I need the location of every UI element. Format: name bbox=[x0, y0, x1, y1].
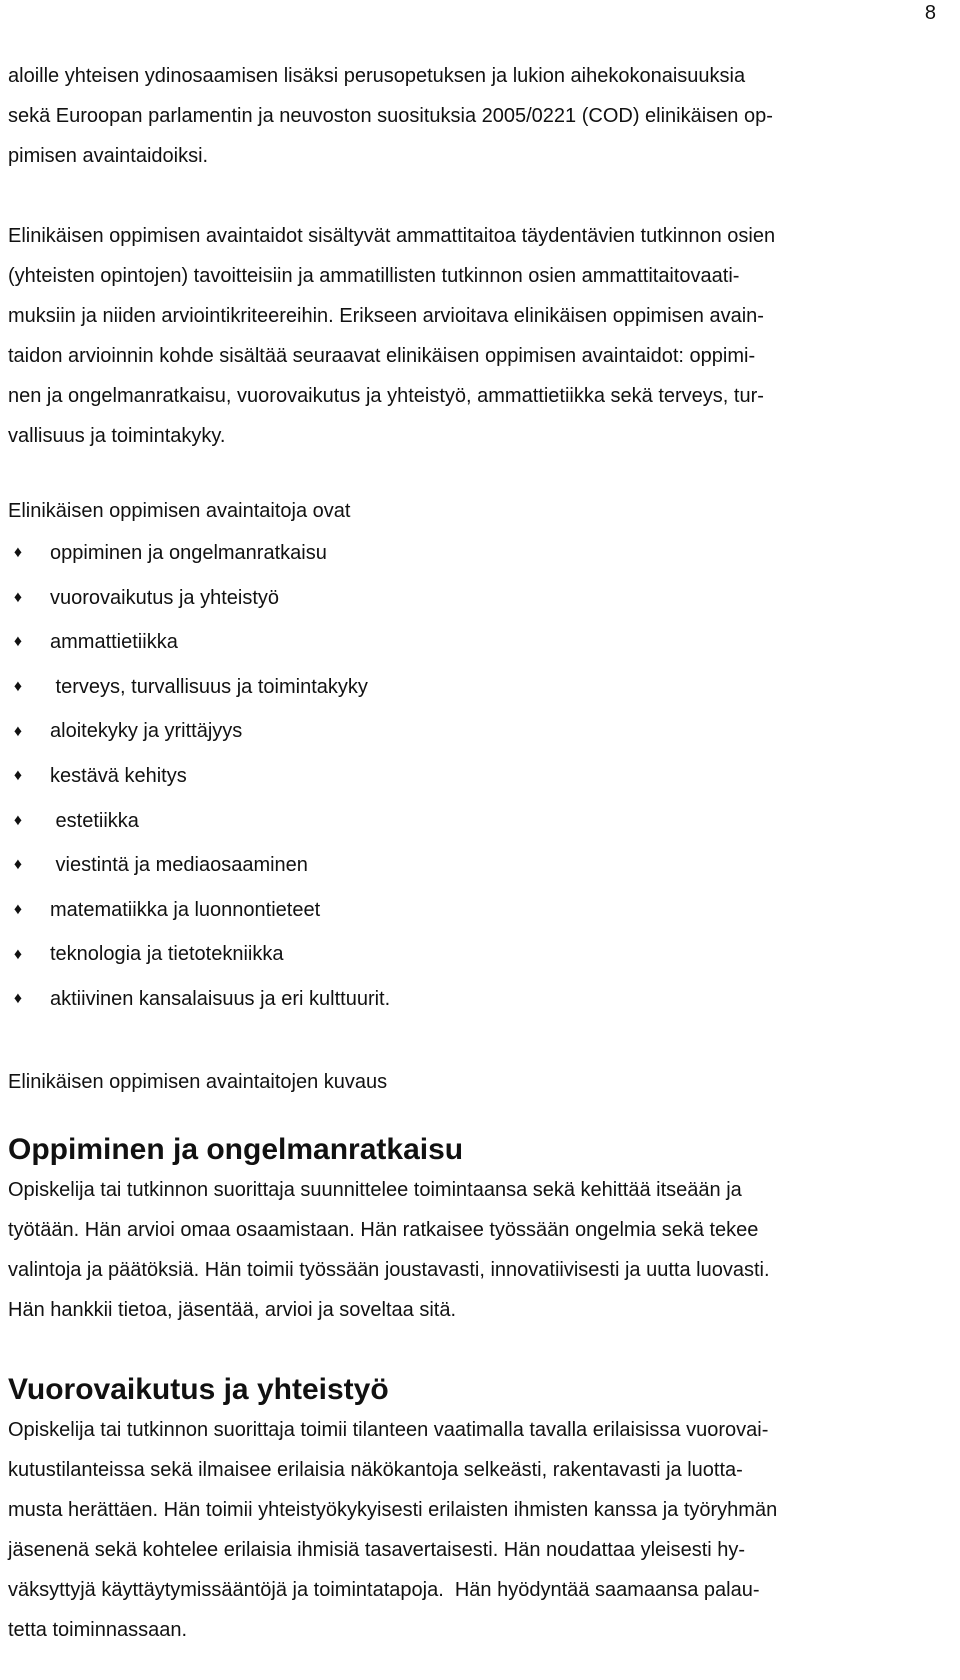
list-item-label: kestävä kehitys bbox=[50, 764, 187, 787]
list-item bbox=[8, 531, 938, 576]
text-line: taidon arvioinnin kohde sisältää seuraavat elinikäisen oppimisen avaintaidot: oppimi- bbox=[8, 345, 756, 367]
page-number: 8 bbox=[924, 2, 936, 24]
list-item-label: viestintä ja mediaosaaminen bbox=[50, 854, 308, 877]
text-line: työtään. Hän arvioi omaa osaamistaan. Hän ratkaisee työssään ongelmia sekä tekee bbox=[8, 1218, 759, 1241]
section-heading: Oppiminen ja ongelmanratkaisu bbox=[8, 1132, 464, 1166]
list-item bbox=[8, 754, 938, 799]
document-body bbox=[8, 56, 938, 1650]
text-line: Hän hankkii tietoa, jäsentää, arvioi ja soveltaa sitä. bbox=[8, 1298, 457, 1321]
list-item bbox=[8, 977, 938, 1022]
list-item bbox=[8, 576, 938, 621]
intro-paragraph bbox=[8, 56, 938, 176]
list-item bbox=[8, 888, 938, 933]
diamond-bullet-icon: ♦ bbox=[13, 856, 23, 874]
list-item bbox=[8, 843, 938, 888]
section-paragraph bbox=[8, 1410, 938, 1650]
diamond-bullet-icon: ♦ bbox=[13, 722, 23, 740]
diamond-bullet-icon: ♦ bbox=[13, 811, 23, 829]
text-line: musta herättäen. Hän toimii yhteistyökykyisesti erilaisten ihmisten kanssa ja työryhmän bbox=[8, 1498, 778, 1521]
diamond-bullet-icon: ♦ bbox=[13, 678, 23, 696]
key-skills-list bbox=[8, 531, 938, 1022]
text-line: nen ja ongelmanratkaisu, vuorovaikutus ja yhteistyö, ammattietiikka sekä terveys, tur- bbox=[8, 385, 764, 407]
diamond-bullet-icon: ♦ bbox=[13, 945, 23, 963]
text-line: Elinikäisen oppimisen avaintaidot sisältyvät ammattitaitoa täydentävien tutkinnon osien bbox=[8, 225, 776, 247]
diamond-bullet-icon: ♦ bbox=[13, 901, 23, 919]
list-item-label: matematiikka ja luonnontieteet bbox=[50, 898, 321, 921]
diamond-bullet-icon: ♦ bbox=[13, 588, 23, 606]
text-line: aloille yhteisen ydinosaamisen lisäksi perusopetuksen ja lukion aihekokonaisuuksia bbox=[8, 65, 746, 87]
diamond-bullet-icon: ♦ bbox=[13, 544, 23, 562]
key-skills-paragraph bbox=[8, 216, 938, 456]
list-item-label: terveys, turvallisuus ja toimintakyky bbox=[50, 675, 368, 698]
text-line: (yhteisten opintojen) tavoitteisiin ja ammatillisten tutkinnon osien ammattitaitovaati- bbox=[8, 265, 740, 287]
text-line: sekä Euroopan parlamentin ja neuvoston suosituksia 2005/0221 (COD) elinikäisen op- bbox=[8, 105, 773, 127]
text-line: kutustilanteissa sekä ilmaisee erilaisia näkökantoja selkeästi, rakentavasti ja luotta- bbox=[8, 1458, 743, 1481]
list-item-label: oppiminen ja ongelmanratkaisu bbox=[50, 542, 327, 564]
list-item bbox=[8, 620, 938, 665]
diamond-bullet-icon: ♦ bbox=[13, 990, 23, 1008]
list-item bbox=[8, 799, 938, 844]
list-intro: Elinikäisen oppimisen avaintaitoja ovat bbox=[8, 500, 351, 522]
list-item bbox=[8, 665, 938, 710]
text-line: vallisuus ja toimintakyky. bbox=[8, 425, 226, 447]
description-title: Elinikäisen oppimisen avaintaitojen kuvaus bbox=[8, 1070, 388, 1093]
diamond-bullet-icon: ♦ bbox=[13, 633, 23, 651]
list-item bbox=[8, 709, 938, 754]
text-line: tetta toiminnassaan. bbox=[8, 1618, 187, 1641]
list-item-label: aktiivinen kansalaisuus ja eri kulttuurit. bbox=[50, 987, 391, 1010]
text-line: valintoja ja päätöksiä. Hän toimii työssään joustavasti, innovatiivisesti ja uutta luovasti. bbox=[8, 1258, 770, 1281]
list-item-label: vuorovaikutus ja yhteistyö bbox=[50, 586, 280, 609]
list-item-label: estetiikka bbox=[50, 809, 139, 832]
list-item-label: aloitekyky ja yrittäjyys bbox=[50, 720, 243, 743]
diamond-bullet-icon: ♦ bbox=[13, 767, 23, 785]
section-paragraph bbox=[8, 1170, 938, 1330]
text-line: väksyttyjä käyttäytymissääntöjä ja toimintatapoja. Hän hyödyntää saamaansa palau- bbox=[8, 1578, 760, 1601]
text-line: Opiskelija tai tutkinnon suorittaja suunnittelee toimintaansa sekä kehittää itseään ja bbox=[8, 1178, 742, 1201]
text-line: muksiin ja niiden arviointikriteereihin. Erikseen arvioitava elinikäisen oppimisen avain- bbox=[8, 305, 764, 327]
text-line: jäsenenä sekä kohtelee erilaisia ihmisiä tasavertaisesti. Hän noudattaa yleisesti hy- bbox=[8, 1538, 746, 1561]
section-heading: Vuorovaikutus ja yhteistyö bbox=[8, 1372, 389, 1406]
list-item bbox=[8, 932, 938, 977]
list-item-label: ammattietiikka bbox=[50, 631, 178, 654]
text-line: Opiskelija tai tutkinnon suorittaja toimii tilanteen vaatimalla tavalla erilaisissa vuorovai- bbox=[8, 1418, 769, 1441]
text-line: pimisen avaintaidoiksi. bbox=[8, 145, 209, 167]
list-item-label: teknologia ja tietotekniikka bbox=[50, 943, 284, 966]
